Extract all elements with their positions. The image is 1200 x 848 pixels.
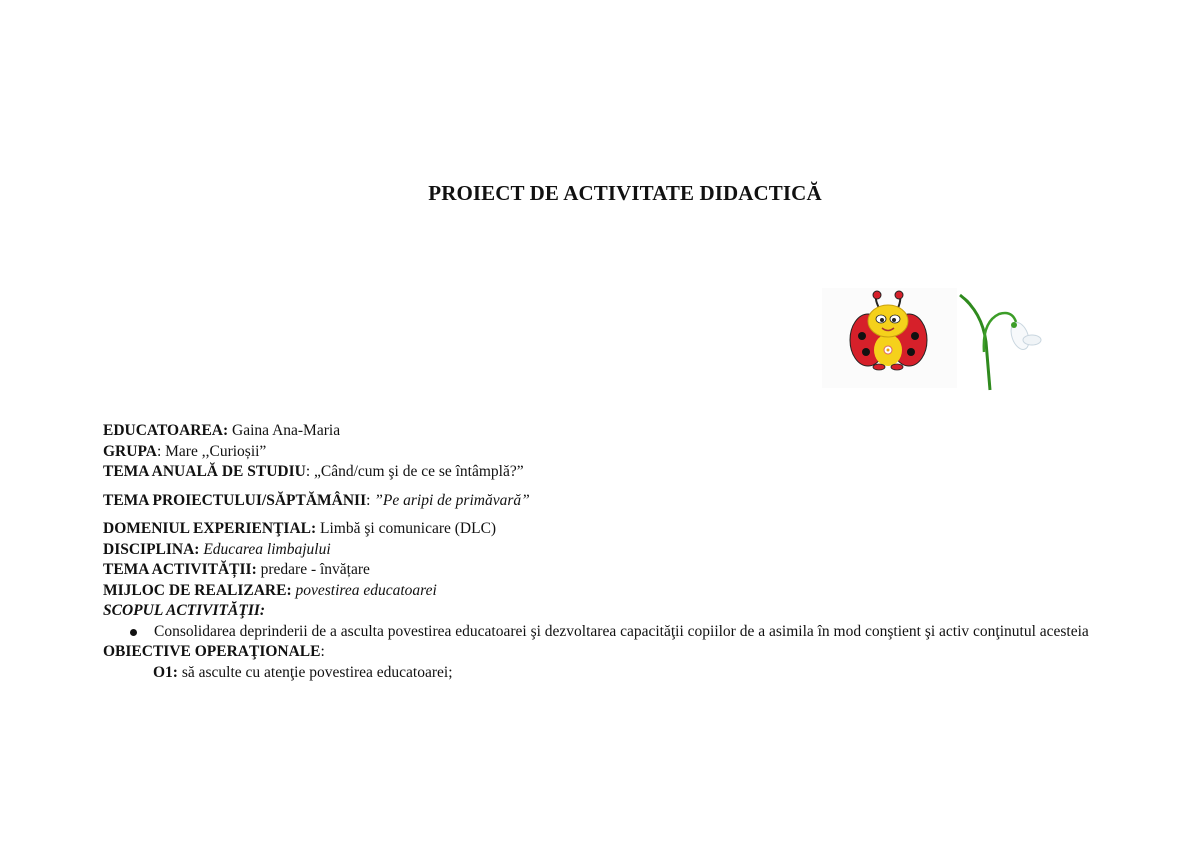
field-value: povestirea educatoarei <box>291 581 437 599</box>
bullet-icon <box>130 629 137 636</box>
list-item-text: Consolidarea deprinderii de a asculta povestirea educatoarei şi dezvoltarea capacităţii copiilor de a asimila în mod conştient şi activ conţinutul acesteia <box>154 622 1089 640</box>
objective-code: O1: <box>153 663 178 681</box>
field-value: Educarea limbajului <box>199 540 331 558</box>
field-value: predare - învățare <box>256 561 370 578</box>
ladybug-illustration <box>822 288 957 388</box>
field-disciplina <box>103 540 1143 561</box>
field-value: : „Când/cum şi de ce se întâmplă?” <box>305 463 524 480</box>
field-label: TEMA ANUALĂ DE STUDIU <box>103 463 306 480</box>
field-label: TEMA PROIECTULUI/SĂPTĂMÂNII <box>103 491 367 509</box>
field-label: MIJLOC DE REALIZARE: <box>103 581 292 599</box>
document-body <box>103 421 1143 683</box>
field-grupa <box>103 442 1143 463</box>
field-label: GRUPA <box>103 442 157 460</box>
field-tema-anuala <box>103 462 1143 483</box>
illustrations <box>822 288 1052 398</box>
field-domeniul <box>103 519 1143 540</box>
field-value: : Mare ,,Curioșii” <box>156 442 267 460</box>
field-label: EDUCATOAREA: <box>103 422 229 439</box>
field-mijloc <box>103 581 1143 602</box>
obiective-heading <box>103 642 1143 663</box>
obiective-label: OBIECTIVE OPERAŢIONALE <box>103 643 321 660</box>
page-title: PROIECT DE ACTIVITATE DIDACTICĂ <box>428 181 822 205</box>
objective-item <box>103 663 1143 684</box>
field-label: TEMA ACTIVITĂȚII: <box>103 561 257 578</box>
field-tema-proiect <box>103 491 1143 512</box>
field-label: DISCIPLINA: <box>103 540 200 558</box>
objective-text: să asculte cu atenţie povestirea educatoarei; <box>177 663 453 681</box>
scopul-heading: SCOPUL ACTIVITĂŢII: <box>103 602 266 619</box>
field-educatoarea <box>103 421 1143 442</box>
list-item <box>103 622 1143 643</box>
obiective-colon: : <box>320 643 325 660</box>
field-value: Gaina Ana-Maria <box>228 422 341 439</box>
field-value: Limbă şi comunicare (DLC) <box>316 520 497 537</box>
scopul-list <box>103 622 1143 643</box>
field-label: DOMENIUL EXPERIENŢIAL: <box>103 520 317 537</box>
snowdrop-illustration <box>954 292 1050 392</box>
field-tema-activitatii <box>103 560 1143 581</box>
field-value: ”Pe aripi de primăvară” <box>374 491 530 509</box>
field-sep: : <box>366 491 375 509</box>
